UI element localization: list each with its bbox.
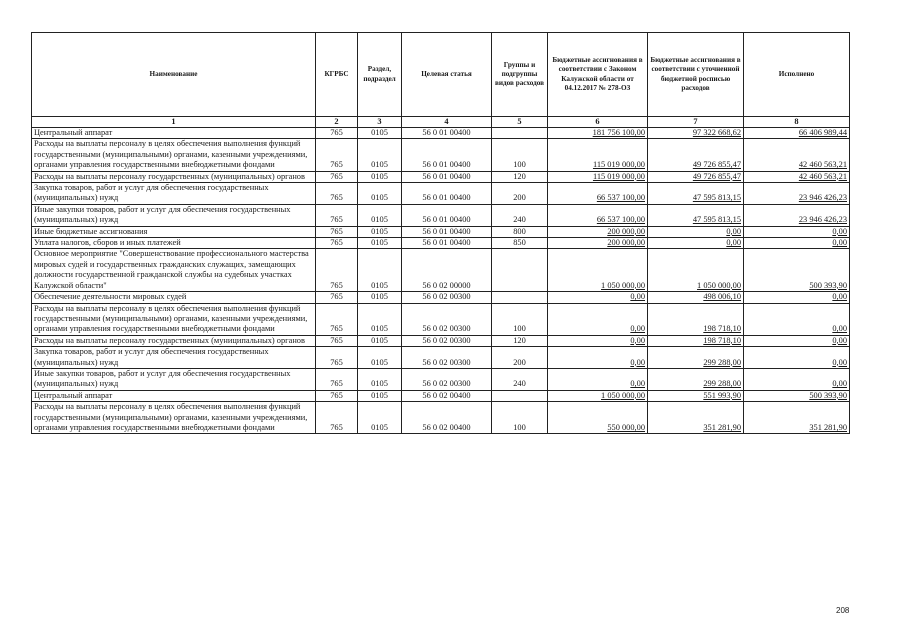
row-executed: 0,00 [744, 303, 850, 335]
row-law-allocation: 115 019 000,00 [548, 171, 648, 182]
row-updated-allocation: 47 595 813,15 [648, 183, 744, 205]
table-row [32, 347, 850, 369]
column-number: 6 [548, 117, 648, 128]
row-kgrbs: 765 [316, 347, 358, 369]
row-name: Центральный аппарат [32, 128, 316, 139]
row-executed: 0,00 [744, 347, 850, 369]
header-law-allocations: Бюджетные ассигнования в соответствии с Законом Калужской области от 04.12.2017 № 278-ОЗ [548, 33, 648, 117]
table-row [32, 292, 850, 303]
row-section: 0105 [358, 292, 402, 303]
row-updated-allocation: 351 281,90 [648, 402, 744, 434]
row-updated-allocation: 0,00 [648, 226, 744, 237]
row-law-allocation: 0,00 [548, 368, 648, 390]
row-executed: 23 946 426,23 [744, 183, 850, 205]
table-row [32, 335, 850, 346]
row-executed: 500 393,90 [744, 390, 850, 401]
header-executed: Исполнено [744, 33, 850, 117]
header-target: Целевая статья [402, 33, 492, 117]
table-row [32, 249, 850, 292]
table-header [32, 33, 850, 117]
row-kgrbs: 765 [316, 226, 358, 237]
row-executed: 0,00 [744, 368, 850, 390]
row-updated-allocation: 49 726 855,47 [648, 171, 744, 182]
column-number: 2 [316, 117, 358, 128]
row-name: Расходы на выплаты персоналу в целях обеспечения выполнения функций государственными (муниципальными) органами, казенными учреждениями, органами управления государственными внебюджетными фондами [32, 303, 316, 335]
row-section: 0105 [358, 204, 402, 226]
row-name: Расходы на выплаты персоналу государственных (муниципальных) органов [32, 335, 316, 346]
row-section: 0105 [358, 171, 402, 182]
table-row [32, 139, 850, 171]
table-row [32, 368, 850, 390]
table-row [32, 303, 850, 335]
table-row [32, 402, 850, 434]
row-group: 100 [492, 303, 548, 335]
row-target: 56 0 01 00400 [402, 139, 492, 171]
row-target: 56 0 02 00300 [402, 335, 492, 346]
table-row [32, 183, 850, 205]
row-section: 0105 [358, 226, 402, 237]
row-group: 240 [492, 204, 548, 226]
table-body [32, 117, 850, 434]
row-kgrbs: 765 [316, 303, 358, 335]
row-executed: 42 460 563,21 [744, 139, 850, 171]
row-target: 56 0 02 00400 [402, 402, 492, 434]
row-name: Расходы на выплаты персоналу государственных (муниципальных) органов [32, 171, 316, 182]
column-number-row [32, 117, 850, 128]
row-group: 120 [492, 335, 548, 346]
row-law-allocation: 66 537 100,00 [548, 183, 648, 205]
row-kgrbs: 765 [316, 335, 358, 346]
row-group: 850 [492, 238, 548, 249]
row-kgrbs: 765 [316, 204, 358, 226]
row-kgrbs: 765 [316, 139, 358, 171]
column-number: 3 [358, 117, 402, 128]
row-updated-allocation: 47 595 813,15 [648, 204, 744, 226]
row-group [492, 249, 548, 292]
row-target: 56 0 01 00400 [402, 183, 492, 205]
row-name: Закупка товаров, работ и услуг для обеспечения государственных (муниципальных) нужд [32, 183, 316, 205]
header-section: Раздел, подраздел [358, 33, 402, 117]
row-kgrbs: 765 [316, 402, 358, 434]
row-target: 56 0 02 00000 [402, 249, 492, 292]
table-row [32, 390, 850, 401]
budget-table [31, 32, 850, 434]
row-name: Расходы на выплаты персоналу в целях обеспечения выполнения функций государственными (муниципальными) органами, казенными учреждениями, органами управления государственными внебюджетными фондами [32, 402, 316, 434]
row-updated-allocation: 498 006,10 [648, 292, 744, 303]
row-updated-allocation: 299 288,00 [648, 368, 744, 390]
row-updated-allocation: 198 718,10 [648, 335, 744, 346]
row-target: 56 0 01 00400 [402, 226, 492, 237]
table-row [32, 128, 850, 139]
row-section: 0105 [358, 347, 402, 369]
row-executed: 66 406 989,44 [744, 128, 850, 139]
row-name: Иные закупки товаров, работ и услуг для обеспечения государственных (муниципальных) нужд [32, 204, 316, 226]
row-name: Иные закупки товаров, работ и услуг для обеспечения государственных (муниципальных) нужд [32, 368, 316, 390]
row-kgrbs: 765 [316, 292, 358, 303]
row-section: 0105 [358, 368, 402, 390]
row-target: 56 0 02 00300 [402, 368, 492, 390]
row-section: 0105 [358, 335, 402, 346]
row-target: 56 0 02 00300 [402, 347, 492, 369]
row-name: Иные бюджетные ассигнования [32, 226, 316, 237]
row-law-allocation: 0,00 [548, 347, 648, 369]
row-law-allocation: 66 537 100,00 [548, 204, 648, 226]
row-law-allocation: 200 000,00 [548, 238, 648, 249]
row-section: 0105 [358, 402, 402, 434]
row-group: 200 [492, 347, 548, 369]
row-law-allocation: 1 050 000,00 [548, 390, 648, 401]
row-updated-allocation: 299 288,00 [648, 347, 744, 369]
row-section: 0105 [358, 139, 402, 171]
row-section: 0105 [358, 249, 402, 292]
row-section: 0105 [358, 183, 402, 205]
row-group: 800 [492, 226, 548, 237]
row-kgrbs: 765 [316, 368, 358, 390]
row-section: 0105 [358, 390, 402, 401]
row-updated-allocation: 49 726 855,47 [648, 139, 744, 171]
row-group: 120 [492, 171, 548, 182]
row-updated-allocation: 97 322 668,62 [648, 128, 744, 139]
row-updated-allocation: 551 993,90 [648, 390, 744, 401]
header-groups: Группы и подгруппы видов расходов [492, 33, 548, 117]
row-law-allocation: 1 050 000,00 [548, 249, 648, 292]
row-law-allocation: 550 000,00 [548, 402, 648, 434]
row-law-allocation: 0,00 [548, 335, 648, 346]
row-group: 240 [492, 368, 548, 390]
row-kgrbs: 765 [316, 238, 358, 249]
row-executed: 0,00 [744, 238, 850, 249]
row-kgrbs: 765 [316, 249, 358, 292]
row-executed: 351 281,90 [744, 402, 850, 434]
row-group: 100 [492, 402, 548, 434]
row-name: Расходы на выплаты персоналу в целях обеспечения выполнения функций государственными (муниципальными) органами, казенными учреждениями, органами управления государственными внебюджетными фондами [32, 139, 316, 171]
header-kgrbs: КГРБС [316, 33, 358, 117]
row-executed: 0,00 [744, 335, 850, 346]
row-target: 56 0 02 00300 [402, 292, 492, 303]
row-law-allocation: 200 000,00 [548, 226, 648, 237]
column-number: 4 [402, 117, 492, 128]
row-law-allocation: 181 756 100,00 [548, 128, 648, 139]
table-row [32, 204, 850, 226]
header-updated-allocations: Бюджетные ассигнования в соответствии с уточненной бюджетной росписью расходов [648, 33, 744, 117]
row-name: Закупка товаров, работ и услуг для обеспечения государственных (муниципальных) нужд [32, 347, 316, 369]
row-executed: 0,00 [744, 226, 850, 237]
row-group [492, 292, 548, 303]
row-updated-allocation: 198 718,10 [648, 303, 744, 335]
row-name: Центральный аппарат [32, 390, 316, 401]
header-name: Наименование [32, 33, 316, 117]
row-group: 200 [492, 183, 548, 205]
row-updated-allocation: 1 050 000,00 [648, 249, 744, 292]
row-executed: 42 460 563,21 [744, 171, 850, 182]
row-kgrbs: 765 [316, 183, 358, 205]
row-updated-allocation: 0,00 [648, 238, 744, 249]
row-kgrbs: 765 [316, 390, 358, 401]
row-target: 56 0 01 00400 [402, 171, 492, 182]
row-law-allocation: 0,00 [548, 303, 648, 335]
row-law-allocation: 115 019 000,00 [548, 139, 648, 171]
column-number: 7 [648, 117, 744, 128]
row-group: 100 [492, 139, 548, 171]
row-target: 56 0 01 00400 [402, 204, 492, 226]
row-name: Уплата налогов, сборов и иных платежей [32, 238, 316, 249]
column-number: 1 [32, 117, 316, 128]
row-name: Обеспечение деятельности мировых судей [32, 292, 316, 303]
row-target: 56 0 01 00400 [402, 238, 492, 249]
page-number: 208 [836, 606, 850, 615]
row-section: 0105 [358, 303, 402, 335]
column-number: 8 [744, 117, 850, 128]
row-executed: 23 946 426,23 [744, 204, 850, 226]
row-kgrbs: 765 [316, 128, 358, 139]
row-group [492, 390, 548, 401]
column-number: 5 [492, 117, 548, 128]
row-section: 0105 [358, 128, 402, 139]
row-target: 56 0 01 00400 [402, 128, 492, 139]
row-target: 56 0 02 00300 [402, 303, 492, 335]
row-group [492, 128, 548, 139]
table-row [32, 238, 850, 249]
row-name: Основное мероприятие "Совершенствование профессионального мастерства мировых судей и государственных гражданских служащих, замещающих должности государственной гражданской службы на судебных участках Калужской области" [32, 249, 316, 292]
row-target: 56 0 02 00400 [402, 390, 492, 401]
table-row [32, 226, 850, 237]
row-executed: 0,00 [744, 292, 850, 303]
row-kgrbs: 765 [316, 171, 358, 182]
row-section: 0105 [358, 238, 402, 249]
row-law-allocation: 0,00 [548, 292, 648, 303]
row-executed: 500 393,90 [744, 249, 850, 292]
table-row [32, 171, 850, 182]
budget-document-page [31, 32, 849, 434]
